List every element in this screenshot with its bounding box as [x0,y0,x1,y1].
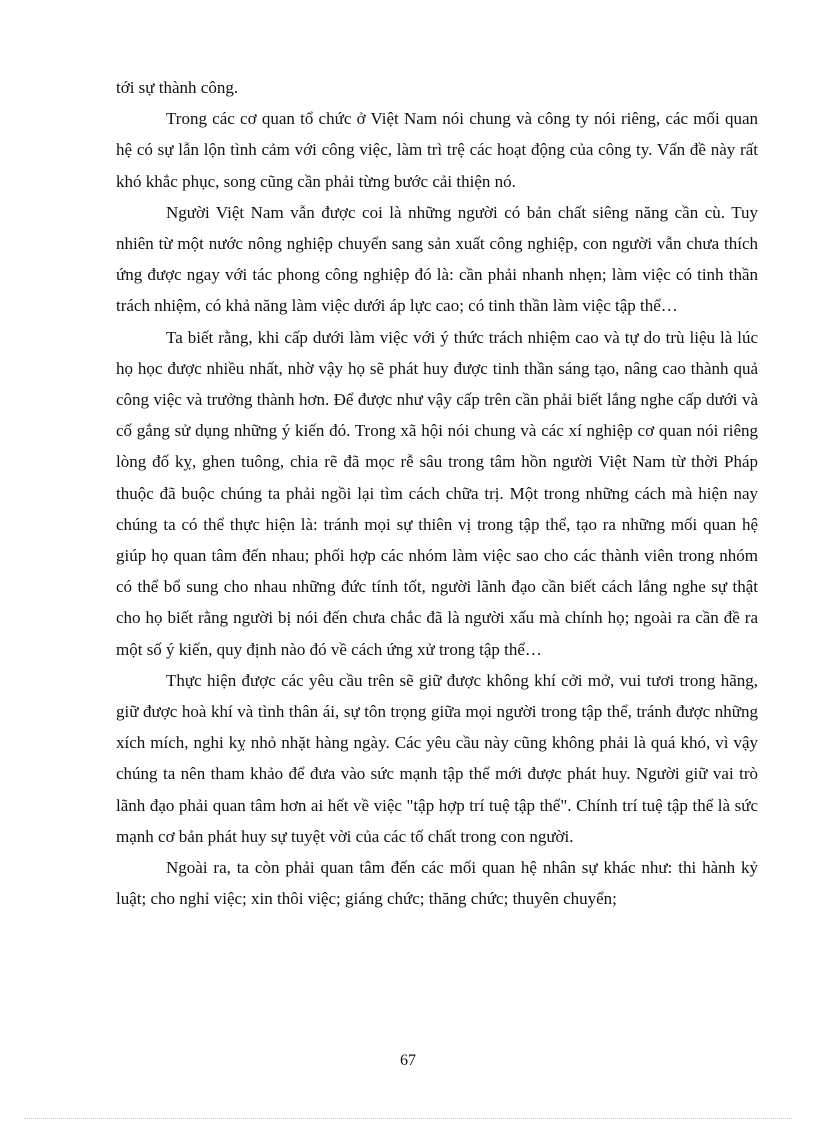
paragraph-collective: Thực hiện được các yêu cầu trên sẽ giữ được không khí cởi mở, vui tươi trong hãng, giữ được hoà khí và tình thân ái, sự tôn trọng giữa mọi người trong tập thể, tránh được những xích mích, nghi kỵ nhỏ nhặt hàng ngày. Các yêu cầu này cũng không phải là quá khó, vì vậy chúng ta nên tham khảo để đưa vào sức mạnh tập thể mới được phát huy. Người giữ vai trò lãnh đạo phải quan tâm hơn ai hết về việc "tập hợp trí tuệ tập thể". Chính trí tuệ tập thể là sức mạnh cơ bản phát huy sự tuyệt vời của các tố chất trong con người. [116,670,758,846]
paragraph-continuation: tới sự thành công. [116,78,239,97]
paragraph-relationships: Trong các cơ quan tổ chức ở Việt Nam nói chung và công ty nói riêng, các mối quan hệ có sự lẫn lộn tình cảm với công việc, làm trì trệ các hoạt động của công ty. Vấn đề này rất khó khắc phục, song cũng cần phải từng bước cải thiện nó. [116,109,758,191]
page-number: 67 [400,1052,416,1069]
footer-divider [24,1118,792,1119]
body-text [116,72,758,914]
paragraph-work-ethic: Người Việt Nam vẫn được coi là những người có bản chất siêng năng cần cù. Tuy nhiên từ một nước nông nghiệp chuyển sang sản xuất công nghiệp, con người vẫn chưa thích ứng được ngay với tác phong công nghiệp đó là: cần phải nhanh nhẹn; làm việc có tinh thần trách nhiệm, có khả năng làm việc dưới áp lực cao; có tinh thần làm việc tập thể… [116,202,758,316]
paragraph-other-relations: Ngoài ra, ta còn phải quan tâm đến các mối quan hệ nhân sự khác như: thi hành kỷ luật; cho nghỉ việc; xin thôi việc; giáng chức; thăng chức; thuyên chuyển; [116,858,758,909]
paragraph-subordinates: Ta biết rằng, khi cấp dưới làm việc với ý thức trách nhiệm cao và tự do trù liệu là lúc họ học được nhiều nhất, nhờ vậy họ sẽ phát huy được tinh thần sáng tạo, nâng cao thành quả công việc và trưởng thành hơn. Để được như vậy cấp trên cần phải biết lắng nghe cấp dưới và cố gắng sử dụng những ý kiến đó. Trong xã hội nói chung và các xí nghiệp cơ quan nói riêng lòng đố kỵ, ghen tuông, chia rẽ đã mọc rễ sâu trong tâm hồn người Việt Nam từ thời Pháp thuộc đã buộc chúng ta phải ngồi lại tìm cách chữa trị. Một trong những cách mà hiện nay chúng ta có thể thực hiện là: tránh mọi sự thiên vị trong tập thể, tạo ra những mối quan hệ giúp họ quan tâm đến nhau; phối hợp các nhóm làm việc sao cho các thành viên trong nhóm có thể bổ sung cho nhau những đức tính tốt, người lãnh đạo cần biết cách lắng nghe sự thật cho họ biết rằng người bị nói đến chưa chắc đã là người xấu mà chính họ; ngoài ra cần đề ra một số ý kiến, quy định nào đó về cách ứng xử trong tập thể… [116,327,758,659]
